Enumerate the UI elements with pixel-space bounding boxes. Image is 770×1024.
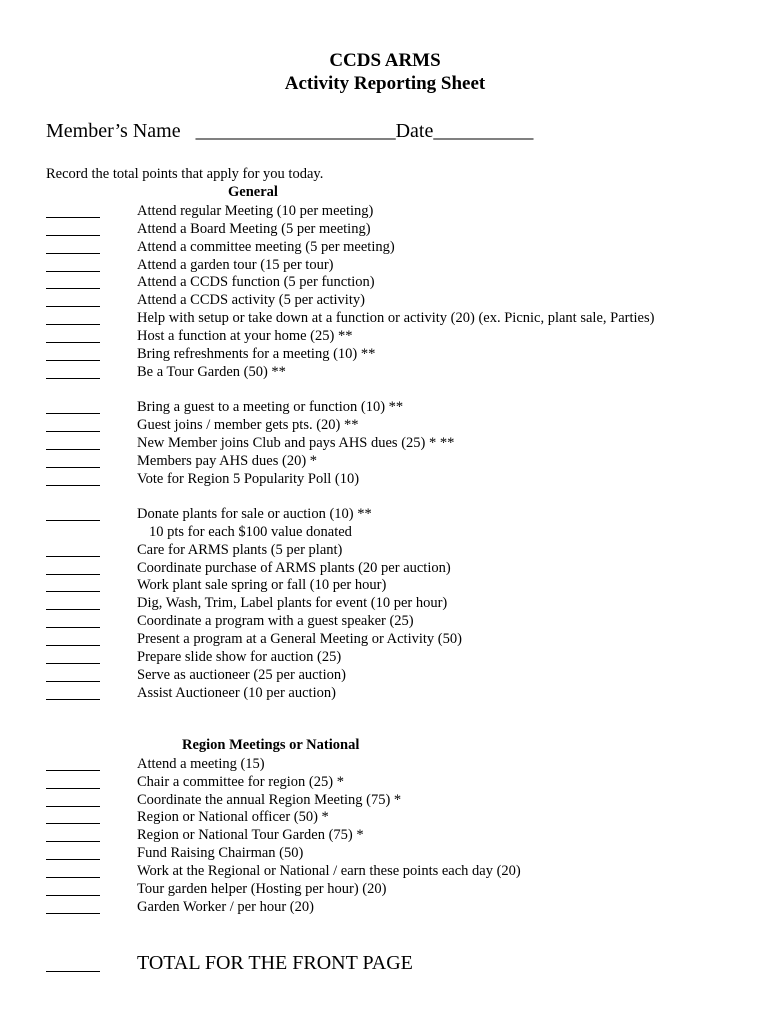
points-blank[interactable] [46,253,100,254]
total-row [0,952,770,976]
general-heading: General [228,184,278,200]
points-blank[interactable] [46,288,100,289]
activity-note: 10 pts for each $100 value donated [149,524,352,540]
points-blank[interactable] [46,823,100,824]
points-blank[interactable] [46,645,100,646]
activity-label: Work plant sale spring or fall (10 per hour) [137,577,387,593]
activity-label: Care for ARMS plants (5 per plant) [137,542,343,558]
points-blank[interactable] [46,859,100,860]
activity-label: Be a Tour Garden (50) ** [137,364,286,380]
points-blank[interactable] [46,449,100,450]
member-name-date-line: Member’s Name ____________________Date__________ [46,120,534,142]
points-blank[interactable] [46,217,100,218]
activity-label: Region or National Tour Garden (75) * [137,827,364,843]
activity-label: Present a program at a General Meeting or Activity (50) [137,631,462,647]
activity-label: Bring refreshments for a meeting (10) ** [137,346,376,362]
points-blank[interactable] [46,574,100,575]
activity-label: Attend a Board Meeting (5 per meeting) [137,221,371,237]
activity-label: Work at the Regional or National / earn these points each day (20) [137,863,521,879]
activity-label: Assist Auctioneer (10 per auction) [137,685,336,701]
points-blank[interactable] [46,609,100,610]
points-blank[interactable] [46,431,100,432]
title: CCDS ARMS [329,50,441,71]
points-blank[interactable] [46,663,100,664]
points-blank[interactable] [46,699,100,700]
points-blank[interactable] [46,520,100,521]
activity-label: Members pay AHS dues (20) * [137,453,318,469]
points-blank[interactable] [46,627,100,628]
region-heading: Region Meetings or National [182,737,360,753]
activity-label: Attend a meeting (15) [137,756,265,772]
activity-label: Attend a CCDS activity (5 per activity) [137,292,365,308]
activity-label: Fund Raising Chairman (50) [137,845,304,861]
points-blank[interactable] [46,788,100,789]
points-blank[interactable] [46,235,100,236]
activity-label: Chair a committee for region (25) * [137,774,344,790]
activity-label: Attend a committee meeting (5 per meeting) [137,239,395,255]
points-blank[interactable] [46,591,100,592]
total-label: TOTAL FOR THE FRONT PAGE [137,952,413,974]
points-blank[interactable] [46,556,100,557]
points-blank[interactable] [46,271,100,272]
activity-label: Guest joins / member gets pts. (20) ** [137,417,359,433]
points-blank[interactable] [46,877,100,878]
points-blank[interactable] [46,360,100,361]
activity-label: Donate plants for sale or auction (10) ** [137,506,372,522]
points-blank[interactable] [46,306,100,307]
points-blank[interactable] [46,413,100,414]
activity-label: New Member joins Club and pays AHS dues (25) * ** [137,435,455,451]
activity-label: Attend a garden tour (15 per tour) [137,257,334,273]
points-blank[interactable] [46,485,100,486]
activity-label: Coordinate the annual Region Meeting (75) * [137,792,402,808]
activity-label: Attend regular Meeting (10 per meeting) [137,203,374,219]
subtitle: Activity Reporting Sheet [284,73,486,94]
activity-label: Vote for Region 5 Popularity Poll (10) [137,471,360,487]
points-blank[interactable] [46,324,100,325]
activity-label: Tour garden helper (Hosting per hour) (20) [137,881,387,897]
activity-label: Coordinate a program with a guest speaker (25) [137,613,414,629]
activity-label: Host a function at your home (25) ** [137,328,353,344]
total-points-blank[interactable] [46,971,100,972]
points-blank[interactable] [46,841,100,842]
activity-label: Dig, Wash, Trim, Label plants for event (10 per hour) [137,595,448,611]
points-blank[interactable] [46,467,100,468]
intro-text: Record the total points that apply for you today. [46,166,324,182]
points-blank[interactable] [46,913,100,914]
points-blank[interactable] [46,895,100,896]
points-blank[interactable] [46,770,100,771]
activity-label: Help with setup or take down at a function or activity (20) (ex. Picnic, plant sale, Parties) [137,310,655,326]
activity-label: Region or National officer (50) * [137,809,329,825]
activity-label: Bring a guest to a meeting or function (10) ** [137,399,404,415]
points-blank[interactable] [46,378,100,379]
points-blank[interactable] [46,681,100,682]
activity-label: Attend a CCDS function (5 per function) [137,274,375,290]
points-blank[interactable] [46,806,100,807]
activity-label: Prepare slide show for auction (25) [137,649,342,665]
activity-label: Garden Worker / per hour (20) [137,899,314,915]
activity-label: Serve as auctioneer (25 per auction) [137,667,346,683]
points-blank[interactable] [46,342,100,343]
activity-label: Coordinate purchase of ARMS plants (20 per auction) [137,560,451,576]
